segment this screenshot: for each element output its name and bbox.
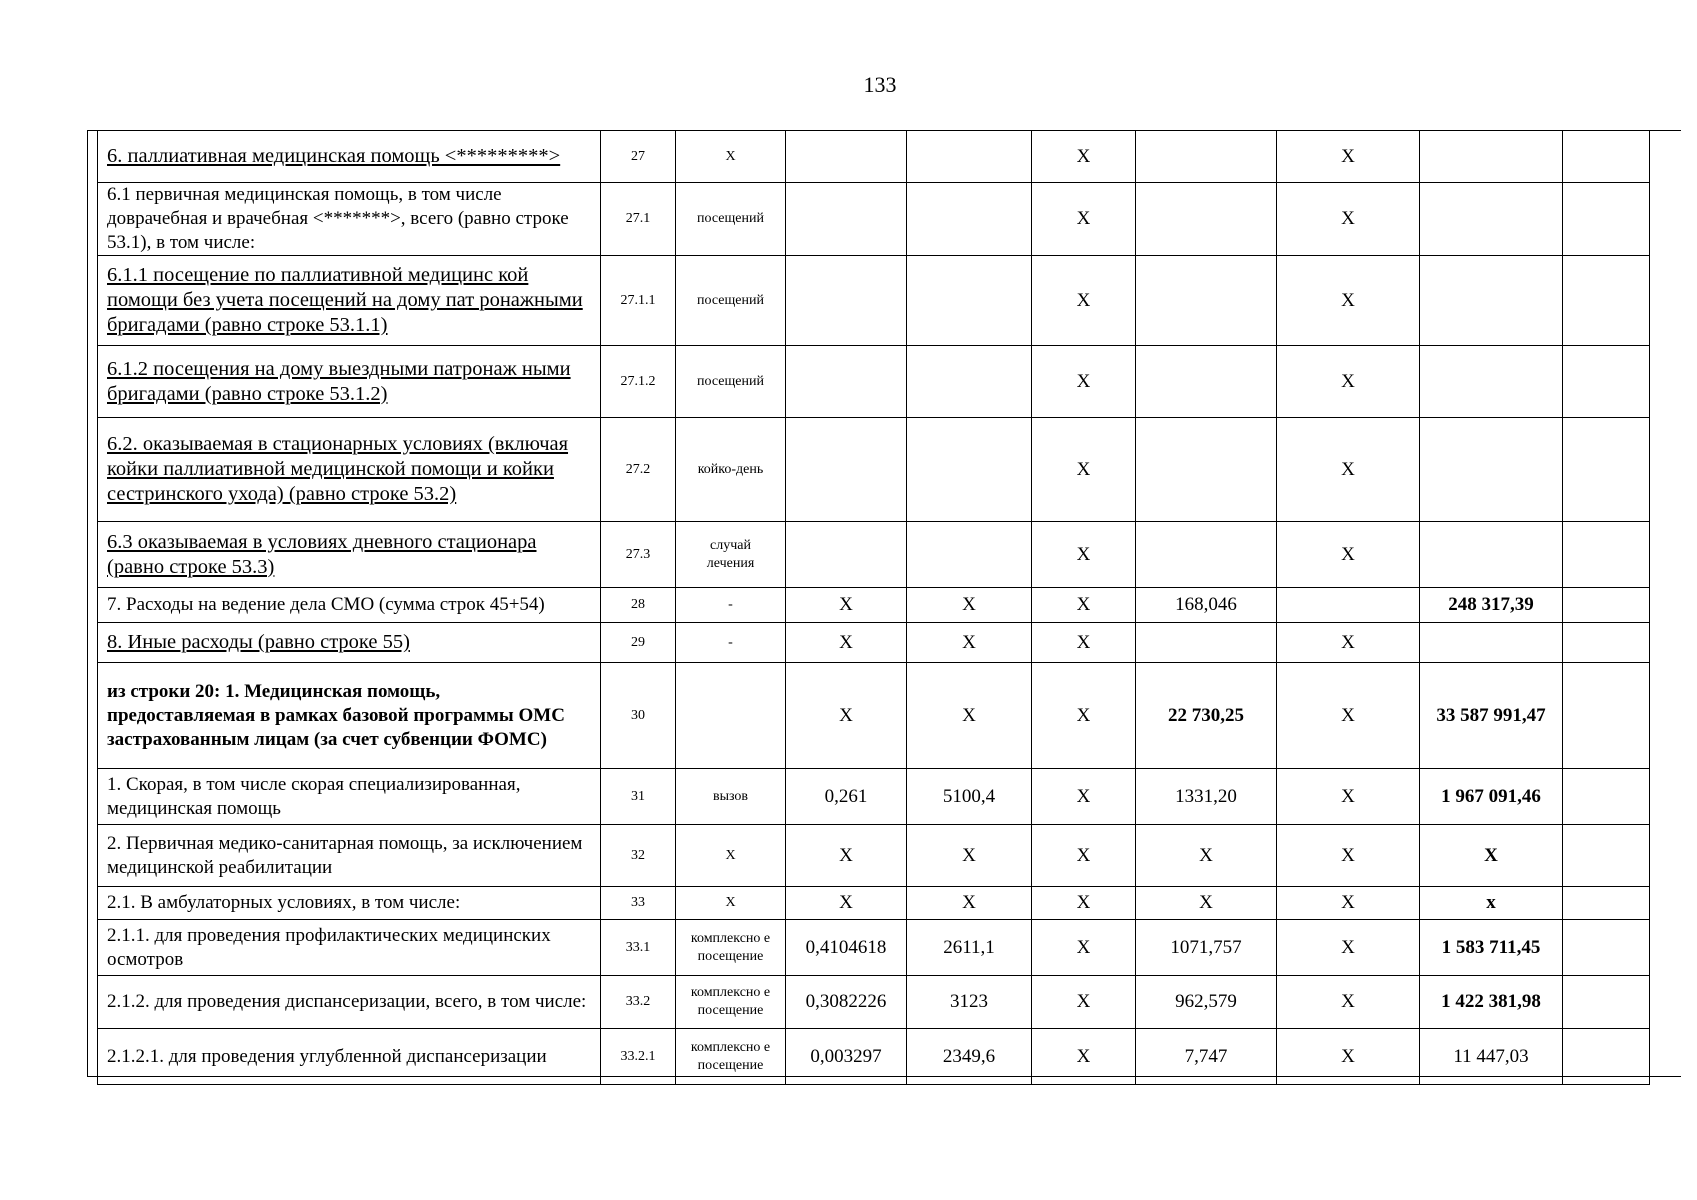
row-code: 27.1.2 [601, 346, 676, 418]
row-total [1420, 183, 1563, 256]
row-col-7 [1563, 131, 1650, 183]
row-name: 6.2. оказываемая в стационарных условиях (включая койки паллиативной медицинской помощи и койки сестринского ухода) (равно строке 53.2) [98, 418, 601, 522]
row-col-7 [1563, 346, 1650, 418]
row-col-5: X [1277, 418, 1420, 522]
row-name: 8. Иные расходы (равно строке 55) [98, 623, 601, 663]
table-row [98, 131, 1650, 183]
row-unit: посещений [676, 256, 786, 346]
row-col-3: X [1032, 131, 1136, 183]
row-col-7 [1563, 418, 1650, 522]
row-name: 7. Расходы на ведение дела СМО (сумма строк 45+54) [98, 588, 601, 623]
row-per-capita: X [1136, 887, 1277, 920]
row-name: 6.1 первичная медицинская помощь, в том числе доврачебная и врачебная <*******>, всего (равно строке 53.1), в том числе: [98, 183, 601, 256]
financing-table [97, 130, 1650, 1085]
row-unit: вызов [676, 769, 786, 825]
row-code: 29 [601, 623, 676, 663]
table-row [98, 623, 1650, 663]
row-unit: X [676, 825, 786, 887]
table-row [98, 256, 1650, 346]
row-col-5 [1277, 588, 1420, 623]
row-volume: 0,4104618 [786, 920, 907, 976]
row-unit: койко-день [676, 418, 786, 522]
row-col-5: X [1277, 825, 1420, 887]
row-code: 33.1 [601, 920, 676, 976]
row-total: X [1420, 825, 1563, 887]
row-cost: X [907, 887, 1032, 920]
row-per-capita: X [1136, 825, 1277, 887]
row-per-capita: 1331,20 [1136, 769, 1277, 825]
row-name: 6.1.1 посещение по паллиативной медицинс кой помощи без учета посещений на дому пат ронажными бригадами (равно строке 53.1.1) [98, 256, 601, 346]
row-total [1420, 522, 1563, 588]
table-row [98, 522, 1650, 588]
row-per-capita [1136, 346, 1277, 418]
row-unit: комплексно е посещение [676, 920, 786, 976]
table-row [98, 769, 1650, 825]
row-volume [786, 131, 907, 183]
row-volume [786, 418, 907, 522]
row-name: 2.1.1. для проведения профилактических медицинских осмотров [98, 920, 601, 976]
row-name: 2. Первичная медико-санитарная помощь, за исключением медицинской реабилитации [98, 825, 601, 887]
row-code: 27 [601, 131, 676, 183]
row-per-capita: 1071,757 [1136, 920, 1277, 976]
table-row [98, 920, 1650, 976]
row-code: 27.1 [601, 183, 676, 256]
row-col-7 [1563, 976, 1650, 1029]
row-volume [786, 256, 907, 346]
row-col-5: X [1277, 522, 1420, 588]
row-volume: X [786, 663, 907, 769]
row-name: 2.1.2.1. для проведения углубленной диспансеризации [98, 1029, 601, 1085]
row-unit: комплексно е посещение [676, 1029, 786, 1085]
table-row [98, 663, 1650, 769]
row-per-capita: 962,579 [1136, 976, 1277, 1029]
row-total [1420, 623, 1563, 663]
row-col-5: X [1277, 346, 1420, 418]
row-per-capita [1136, 623, 1277, 663]
table-row [98, 1029, 1650, 1085]
row-col-5: X [1277, 920, 1420, 976]
row-unit: X [676, 131, 786, 183]
row-col-3: X [1032, 346, 1136, 418]
row-col-3: X [1032, 183, 1136, 256]
row-col-7 [1563, 825, 1650, 887]
row-cost: 2349,6 [907, 1029, 1032, 1085]
row-code: 27.1.1 [601, 256, 676, 346]
row-unit [676, 663, 786, 769]
row-code: 32 [601, 825, 676, 887]
row-total [1420, 256, 1563, 346]
row-col-5: X [1277, 183, 1420, 256]
row-volume: 0,3082226 [786, 976, 907, 1029]
row-total [1420, 131, 1563, 183]
row-col-5: X [1277, 887, 1420, 920]
row-volume [786, 522, 907, 588]
row-name: 6.1.2 посещения на дому выездными патронаж ными бригадами (равно строке 53.1.2) [98, 346, 601, 418]
row-total: 1 422 381,98 [1420, 976, 1563, 1029]
table-row [98, 418, 1650, 522]
row-cost: 5100,4 [907, 769, 1032, 825]
row-col-5: X [1277, 1029, 1420, 1085]
row-col-7 [1563, 663, 1650, 769]
row-per-capita [1136, 256, 1277, 346]
table-row [98, 346, 1650, 418]
row-unit: - [676, 588, 786, 623]
row-col-7 [1563, 256, 1650, 346]
row-total: 248 317,39 [1420, 588, 1563, 623]
row-col-3: X [1032, 418, 1136, 522]
table-row [98, 183, 1650, 256]
row-name: 2.1.2. для проведения диспансеризации, всего, в том числе: [98, 976, 601, 1029]
row-volume: X [786, 588, 907, 623]
row-volume: 0,003297 [786, 1029, 907, 1085]
row-cost: 2611,1 [907, 920, 1032, 976]
row-code: 30 [601, 663, 676, 769]
row-code: 33.2 [601, 976, 676, 1029]
row-cost: X [907, 588, 1032, 623]
row-col-3: X [1032, 256, 1136, 346]
row-cost [907, 131, 1032, 183]
row-per-capita [1136, 131, 1277, 183]
row-cost [907, 522, 1032, 588]
row-total: 1 967 091,46 [1420, 769, 1563, 825]
row-code: 28 [601, 588, 676, 623]
row-cost: 3123 [907, 976, 1032, 1029]
row-col-3: X [1032, 1029, 1136, 1085]
row-name: 1. Скорая, в том числе скорая специализированная, медицинская помощь [98, 769, 601, 825]
row-total [1420, 418, 1563, 522]
row-col-5: X [1277, 256, 1420, 346]
row-unit: - [676, 623, 786, 663]
row-col-3: X [1032, 522, 1136, 588]
row-col-5: X [1277, 769, 1420, 825]
row-name: 6.3 оказываемая в условиях дневного стационара (равно строке 53.3) [98, 522, 601, 588]
row-unit: посещений [676, 346, 786, 418]
row-name: 2.1. В амбулаторных условиях, в том числе: [98, 887, 601, 920]
row-code: 27.2 [601, 418, 676, 522]
row-total: x [1420, 887, 1563, 920]
row-total: 33 587 991,47 [1420, 663, 1563, 769]
row-volume [786, 346, 907, 418]
table-row [98, 825, 1650, 887]
row-unit: X [676, 887, 786, 920]
row-code: 33 [601, 887, 676, 920]
row-col-7 [1563, 183, 1650, 256]
table-row [98, 588, 1650, 623]
row-code: 33.2.1 [601, 1029, 676, 1085]
row-total: 11 447,03 [1420, 1029, 1563, 1085]
row-col-5: X [1277, 623, 1420, 663]
row-col-7 [1563, 588, 1650, 623]
row-name: 6. паллиативная медицинская помощь <*********> [98, 131, 601, 183]
row-volume: X [786, 825, 907, 887]
row-col-5: X [1277, 131, 1420, 183]
row-code: 27.3 [601, 522, 676, 588]
row-unit: комплексно е посещение [676, 976, 786, 1029]
row-total [1420, 346, 1563, 418]
row-col-7 [1563, 887, 1650, 920]
row-col-3: X [1032, 976, 1136, 1029]
row-col-3: X [1032, 623, 1136, 663]
row-name: из строки 20: 1. Медицинская помощь, предоставляемая в рамках базовой программы ОМС застрахованным лицам (за счет субвенции ФОМС) [98, 663, 601, 769]
row-unit: случай лечения [676, 522, 786, 588]
row-volume: 0,261 [786, 769, 907, 825]
row-col-7 [1563, 920, 1650, 976]
row-per-capita [1136, 522, 1277, 588]
row-cost [907, 346, 1032, 418]
row-volume: X [786, 623, 907, 663]
row-volume: X [786, 887, 907, 920]
row-code: 31 [601, 769, 676, 825]
row-per-capita [1136, 418, 1277, 522]
row-col-3: X [1032, 663, 1136, 769]
page-number: 133 [863, 72, 897, 97]
row-col-7 [1563, 522, 1650, 588]
row-total: 1 583 711,45 [1420, 920, 1563, 976]
row-col-3: X [1032, 588, 1136, 623]
row-per-capita: 7,747 [1136, 1029, 1277, 1085]
row-col-7 [1563, 769, 1650, 825]
row-cost [907, 418, 1032, 522]
row-col-3: X [1032, 920, 1136, 976]
row-per-capita: 22 730,25 [1136, 663, 1277, 769]
row-col-7 [1563, 1029, 1650, 1085]
row-cost: X [907, 825, 1032, 887]
row-volume [786, 183, 907, 256]
table-row [98, 887, 1650, 920]
row-unit: посещений [676, 183, 786, 256]
row-cost [907, 256, 1032, 346]
row-col-5: X [1277, 663, 1420, 769]
row-per-capita [1136, 183, 1277, 256]
row-cost: X [907, 663, 1032, 769]
table-row [98, 976, 1650, 1029]
row-col-3: X [1032, 887, 1136, 920]
row-per-capita: 168,046 [1136, 588, 1277, 623]
row-cost: X [907, 623, 1032, 663]
row-col-3: X [1032, 825, 1136, 887]
row-cost [907, 183, 1032, 256]
row-col-5: X [1277, 976, 1420, 1029]
row-col-3: X [1032, 769, 1136, 825]
row-col-7 [1563, 623, 1650, 663]
